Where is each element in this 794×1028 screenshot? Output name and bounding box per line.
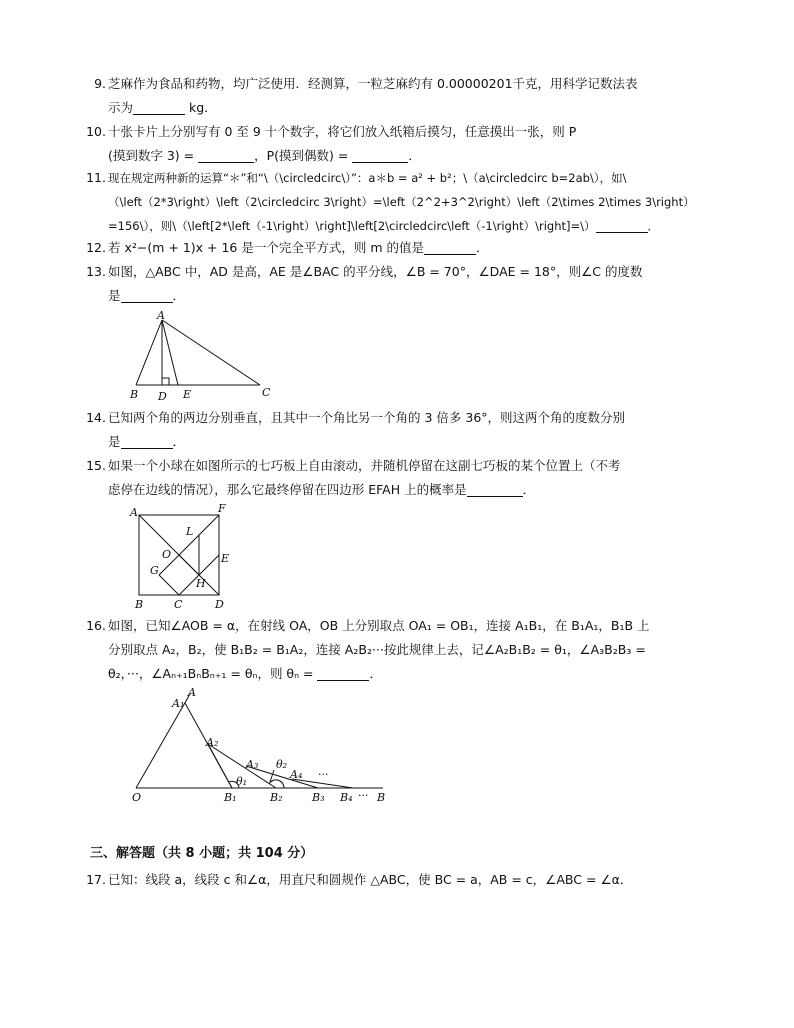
- section-title: 三、解答题（共 8 小题；共 104 分）: [90, 846, 314, 861]
- question-text: =156\），则\（\left[2*\left（-1\right）\right]\left[2\circledcirc\left（-1\right）\right]=\）: [108, 219, 596, 233]
- question-text: ，P(摸到偶数) =: [254, 148, 353, 163]
- question-text: 已知两个角的两边分别垂直，且其中一个角比另一个角的 3 倍多 36°，则这两个角的度数分别: [108, 410, 626, 425]
- label-A: A: [157, 309, 165, 322]
- question-text: ．: [172, 288, 186, 303]
- answer-blank[interactable]: [121, 434, 173, 449]
- label-B4: B₄: [340, 791, 353, 804]
- question-text: 示为: [108, 100, 134, 115]
- label-B: B: [135, 598, 144, 611]
- label-H: H: [196, 577, 206, 590]
- label-O: O: [162, 548, 172, 561]
- answer-blank[interactable]: [121, 288, 173, 303]
- question-16: [86, 614, 708, 686]
- question-text: ．: [475, 240, 489, 255]
- label-A3: A₃: [246, 758, 259, 771]
- question-text: ．: [647, 219, 660, 233]
- question-text: 是: [108, 288, 121, 303]
- answer-blank[interactable]: [317, 666, 369, 681]
- figure-15-tangram: [126, 502, 236, 612]
- label-G: G: [150, 564, 159, 577]
- question-12: [86, 236, 708, 260]
- label-E: E: [183, 388, 192, 401]
- answer-blank[interactable]: [352, 148, 408, 163]
- question-number: 15.: [86, 458, 106, 473]
- label-theta2: θ₂: [276, 758, 288, 771]
- label-L: L: [186, 525, 194, 538]
- label-E: E: [221, 552, 230, 565]
- question-text: (摸到数字 3) =: [108, 148, 199, 163]
- question-number: 17.: [86, 872, 106, 887]
- answer-blank[interactable]: [133, 100, 185, 115]
- question-17: [86, 868, 708, 892]
- question-text: ．: [369, 666, 382, 681]
- question-text: 若 x²−(m + 1)x + 16 是一个完全平方式，则 m 的值是: [108, 240, 424, 255]
- label-dots-upper: ···: [318, 768, 329, 781]
- question-text: ．: [408, 148, 421, 163]
- question-number: 10.: [86, 124, 106, 139]
- label-B1: B₁: [224, 791, 237, 804]
- question-14: [86, 406, 708, 454]
- question-number: 12.: [86, 240, 106, 255]
- label-D: D: [215, 598, 224, 611]
- figure-13-triangle: [126, 310, 286, 402]
- answer-blank[interactable]: [467, 482, 523, 497]
- question-text: 十张卡片上分别写有 0 至 9 十个数字，将它们放入纸箱后摸匀，任意摸出一张，则 P: [108, 124, 577, 139]
- answer-blank[interactable]: [198, 148, 254, 163]
- question-10: [86, 120, 708, 168]
- question-text: 如图，△ABC 中，AD 是高，AE 是∠BAC 的平分线，∠B = 70°，∠DAE = 18°，则∠C 的度数: [108, 264, 643, 279]
- label-A1: A₁: [172, 697, 185, 710]
- question-text: ．: [522, 482, 536, 497]
- question-text: 虑停在边线的情况），那么它最终停留在四边形 EFAH 上的概率是: [108, 482, 467, 497]
- question-text: ．: [172, 434, 186, 449]
- question-text: 如果一个小球在如图所示的七巧板上自由滚动，并随机停留在这副七巧板的某个位置上（不考: [108, 458, 621, 473]
- question-text: 芝麻作为食品和药物，均广泛使用．经测算，一粒芝麻约有 0.00000201千克，用科学记数法表: [108, 76, 638, 91]
- question-text: 是: [108, 434, 121, 449]
- answer-blank[interactable]: [424, 240, 476, 255]
- label-A4: A₄: [290, 768, 303, 781]
- question-number: 11.: [86, 170, 106, 185]
- label-dots-lower: ···: [358, 789, 369, 802]
- question-9: [94, 72, 708, 120]
- label-O: O: [132, 791, 142, 804]
- label-B3: B₃: [312, 791, 325, 804]
- label-B: B: [130, 388, 139, 401]
- question-number: 14.: [86, 410, 106, 425]
- question-number: 9.: [94, 76, 106, 91]
- figure-16-angle-sequence: [128, 686, 398, 806]
- label-D: D: [158, 390, 167, 403]
- question-text: θ₂，···，∠Aₙ₊₁BₙBₙ₊₁ = θₙ，则 θₙ =: [108, 666, 318, 681]
- question-text: 已知：线段 a，线段 c 和∠α，用直尺和圆规作 △ABC，使 BC = a，AB = c，∠ABC = ∠α．: [108, 872, 633, 887]
- label-F: F: [218, 502, 226, 515]
- question-number: 16.: [86, 618, 106, 633]
- label-B: B: [377, 791, 386, 804]
- label-A: A: [130, 506, 138, 519]
- label-C: C: [174, 598, 183, 611]
- label-A: A: [188, 686, 196, 699]
- label-theta1: θ₁: [236, 775, 248, 788]
- question-13: [86, 260, 708, 308]
- question-15: [86, 454, 708, 502]
- question-11: [86, 166, 708, 238]
- label-A2: A₂: [206, 736, 219, 749]
- label-B2: B₂: [270, 791, 283, 804]
- question-text: 如图，已知∠AOB = α，在射线 OA，OB 上分别取点 OA₁ = OB₁，连接 A₁B₁，在 B₁A₁，B₁B 上: [108, 618, 650, 633]
- question-text: 分别取点 A₂，B₂，使 B₁B₂ = B₁A₂，连接 A₂B₂···按此规律上去，记∠A₂B₁B₂ = θ₁，∠A₃B₂B₃ =: [108, 642, 646, 657]
- question-number: 13.: [86, 264, 106, 279]
- answer-blank[interactable]: [596, 218, 648, 233]
- question-text: 现在规定两种新的运算“＊”和“\（\circledcirc\）”：a＊b = a² + b²；\（a\circledcirc b=2ab\），如\: [108, 171, 627, 185]
- question-text: （\left（2*3\right）\left（2\circledcirc 3\right）=\left（2^2+3^2\right）\left（2\times 2\times 3\right）: [108, 195, 695, 209]
- question-text: kg．: [185, 100, 217, 115]
- label-C: C: [262, 386, 271, 399]
